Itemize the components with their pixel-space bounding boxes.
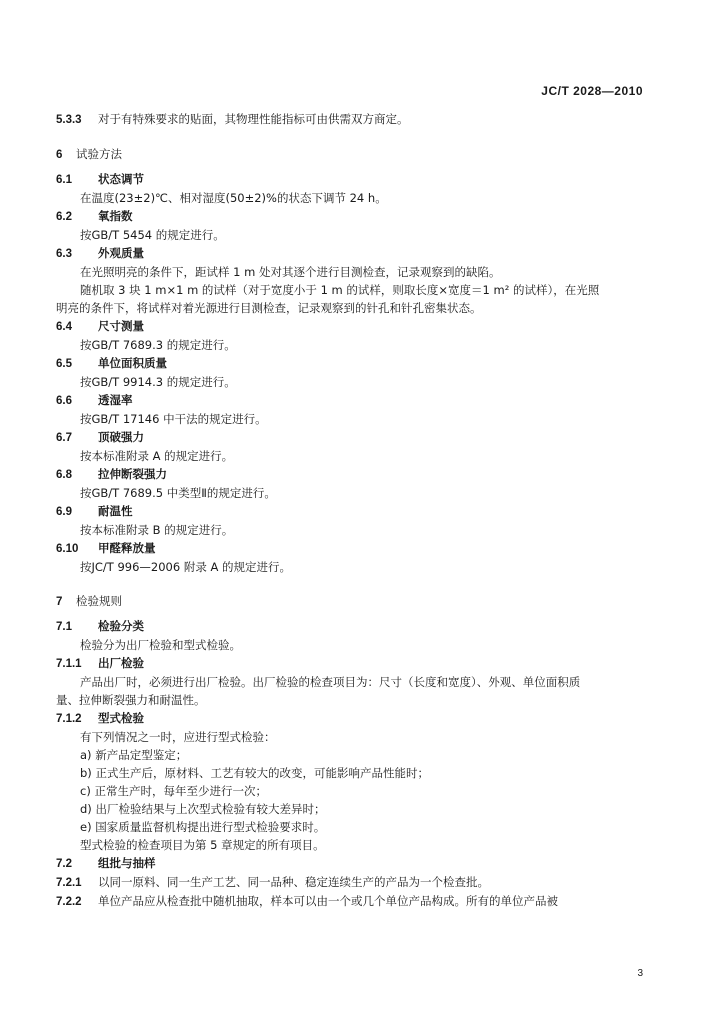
section-heading xyxy=(56,391,648,410)
paragraph-line: 按GB/T 17146 中干法的规定进行。 xyxy=(80,412,267,426)
section-heading xyxy=(56,170,648,189)
section-heading xyxy=(56,539,648,558)
paragraph-line: 按GB/T 7689.3 的规定进行。 xyxy=(80,338,236,352)
paragraph-line: 检验分为出厂检验和型式检验。 xyxy=(80,638,241,652)
clause-text: 以同一原料、同一生产工艺、同一品种、稳定连续生产的产品为一个检查批。 xyxy=(98,875,489,889)
section-number: 7.2.1 xyxy=(56,877,82,889)
section-title: 组批与抽样 xyxy=(98,856,156,870)
section-title: 外观质量 xyxy=(98,246,144,260)
section-title: 耐温性 xyxy=(98,504,133,518)
paragraph-line: d) 出厂检验结果与上次型式检验有较大差异时； xyxy=(80,802,326,816)
section-number: 7.2.2 xyxy=(56,896,82,908)
section-number: 6.10 xyxy=(56,543,79,555)
paragraph-line: 有下列情况之一时，应进行型式检验： xyxy=(80,730,276,744)
paragraph-line: 在光照明亮的条件下，距试样 1 m 处对其逐个进行目测检查，记录观察到的缺陷。 xyxy=(80,265,501,279)
section-heading xyxy=(56,110,648,129)
paragraph-line: 按JC/T 996—2006 附录 A 的规定进行。 xyxy=(80,560,292,574)
paragraph-line: 在温度(23±2)℃、相对湿度(50±2)%的状态下调节 24 h。 xyxy=(80,191,387,205)
section-number: 6.4 xyxy=(56,321,72,333)
section-heading xyxy=(56,145,648,164)
clause-text: 单位产品应从检查批中随机抽取，样本可以由一个或几个单位产品构成。所有的单位产品被 xyxy=(98,894,558,908)
section-number: 6.8 xyxy=(56,469,72,481)
section-number: 7.1 xyxy=(56,621,72,633)
section-title: 出厂检验 xyxy=(98,656,144,670)
clause-text: 对于有特殊要求的贴面，其物理性能指标可由供需双方商定。 xyxy=(98,112,409,126)
section-heading xyxy=(56,502,648,521)
section-title: 顶破强力 xyxy=(98,430,144,444)
section-heading xyxy=(56,317,648,336)
paragraph-line: 量、拉伸断裂强力和耐温性。 xyxy=(56,693,206,707)
section-number: 7.1.1 xyxy=(56,658,82,670)
section-title: 拉伸断裂强力 xyxy=(98,467,167,481)
section-heading xyxy=(56,873,648,892)
paragraph-line: 明亮的条件下，将试样对着光源进行目测检查，记录观察到的针孔和针孔密集状态。 xyxy=(56,301,482,315)
section-number: 6.5 xyxy=(56,358,72,370)
section-title: 单位面积质量 xyxy=(98,356,167,370)
section-number: 5.3.3 xyxy=(56,114,82,126)
paragraph-line: 按GB/T 5454 的规定进行。 xyxy=(80,228,225,242)
section-number: 6.7 xyxy=(56,432,72,444)
section-number: 7.2 xyxy=(56,858,72,870)
section-title: 透湿率 xyxy=(98,393,133,407)
paragraph-line: 产品出厂时，必须进行出厂检验。出厂检验的检查项目为：尺寸（长度和宽度）、外观、单位面积质 xyxy=(80,675,581,689)
page-number: 3 xyxy=(637,968,643,979)
section-heading xyxy=(56,354,648,373)
section-heading xyxy=(56,207,648,226)
section-heading xyxy=(56,244,648,263)
section-title: 试验方法 xyxy=(76,147,122,161)
standard-code-header: JC/T 2028—2010 xyxy=(541,84,643,98)
section-number: 6.3 xyxy=(56,248,72,260)
section-number: 6.2 xyxy=(56,211,72,223)
section-title: 尺寸测量 xyxy=(98,319,144,333)
section-heading xyxy=(56,465,648,484)
section-number: 6.1 xyxy=(56,174,72,186)
document-body xyxy=(56,110,648,911)
section-heading xyxy=(56,428,648,447)
section-heading xyxy=(56,709,648,728)
paragraph-line: c) 正常生产时，每年至少进行一次； xyxy=(80,784,267,798)
section-title: 检验分类 xyxy=(98,619,144,633)
paragraph-line: 按GB/T 9914.3 的规定进行。 xyxy=(80,375,236,389)
section-number: 7 xyxy=(56,596,63,608)
section-title: 型式检验 xyxy=(98,711,144,725)
section-number: 6.6 xyxy=(56,395,72,407)
spacer xyxy=(56,576,648,582)
section-title: 状态调节 xyxy=(98,172,144,186)
paragraph-line: 随机取 3 块 1 m×1 m 的试样（对于宽度小于 1 m 的试样，则取长度×宽度＝1 m² 的试样），在光照 xyxy=(80,283,600,297)
section-number: 7.1.2 xyxy=(56,713,82,725)
section-number: 6.9 xyxy=(56,506,72,518)
section-heading xyxy=(56,617,648,636)
section-title: 甲醛释放量 xyxy=(98,541,156,555)
paragraph-line: b) 正式生产后，原材料、工艺有较大的改变，可能影响产品性能时； xyxy=(80,766,429,780)
spacer xyxy=(56,129,648,135)
section-title: 氧指数 xyxy=(98,209,133,223)
paragraph-line: 型式检验的检查项目为第 5 章规定的所有项目。 xyxy=(80,838,325,852)
paragraph-line: a) 新产品定型鉴定； xyxy=(80,748,188,762)
section-heading xyxy=(56,854,648,873)
section-number: 6 xyxy=(56,149,63,161)
section-heading xyxy=(56,892,648,911)
paragraph-line: 按本标准附录 A 的规定进行。 xyxy=(80,449,234,463)
paragraph-line: 按GB/T 7689.5 中类型Ⅱ的规定进行。 xyxy=(80,486,276,500)
section-heading xyxy=(56,654,648,673)
section-title: 检验规则 xyxy=(76,594,122,608)
section-heading xyxy=(56,592,648,611)
paragraph-line: e) 国家质量监督机构提出进行型式检验要求时。 xyxy=(80,820,326,834)
paragraph-line: 按本标准附录 B 的规定进行。 xyxy=(80,523,234,537)
